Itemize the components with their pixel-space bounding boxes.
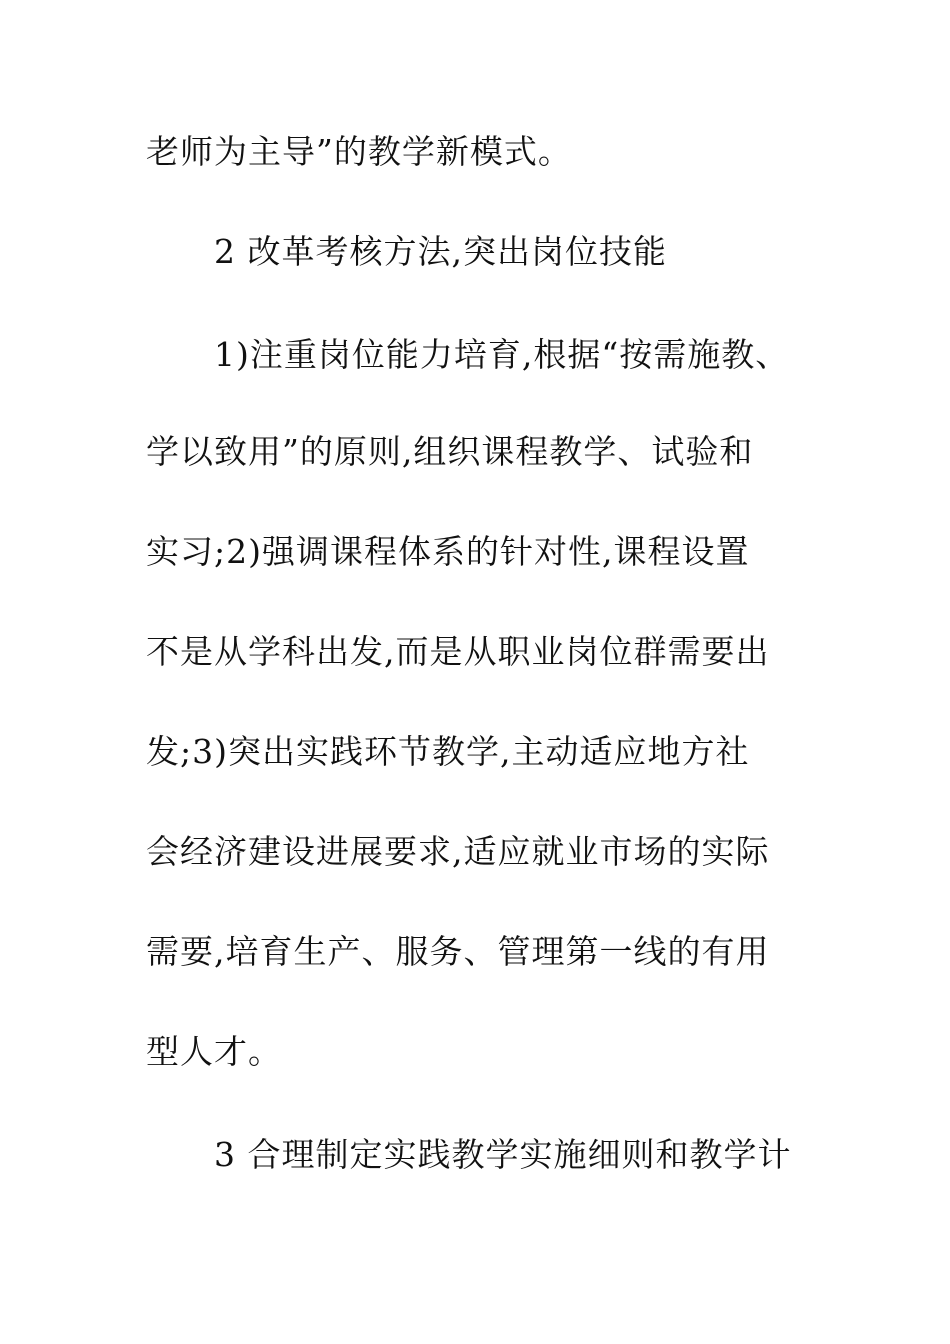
paragraph-line-7: 发;3)突出实践环节教学,主动适应地方社 <box>146 732 750 771</box>
section-heading-3: 3 合理制定实践教学实施细则和教学计 <box>214 1135 792 1174</box>
paragraph-line-3: 1)注重岗位能力培育,根据“按需施教、 <box>214 335 790 374</box>
section-heading-2: 2 改革考核方法,突出岗位技能 <box>214 232 667 271</box>
paragraph-line-5: 实习;2)强调课程体系的针对性,课程设置 <box>146 532 750 571</box>
paragraph-line-1: 老师为主导”的教学新模式。 <box>146 132 572 171</box>
paragraph-line-9: 需要,培育生产、服务、管理第一线的有用 <box>146 932 770 971</box>
paragraph-line-10: 型人才。 <box>146 1032 282 1071</box>
paragraph-line-8: 会经济建设进展要求,适应就业市场的实际 <box>146 832 770 871</box>
paragraph-line-4: 学以致用”的原则,组织课程教学、试验和 <box>146 432 754 471</box>
paragraph-line-6: 不是从学科出发,而是从职业岗位群需要出 <box>146 632 770 671</box>
